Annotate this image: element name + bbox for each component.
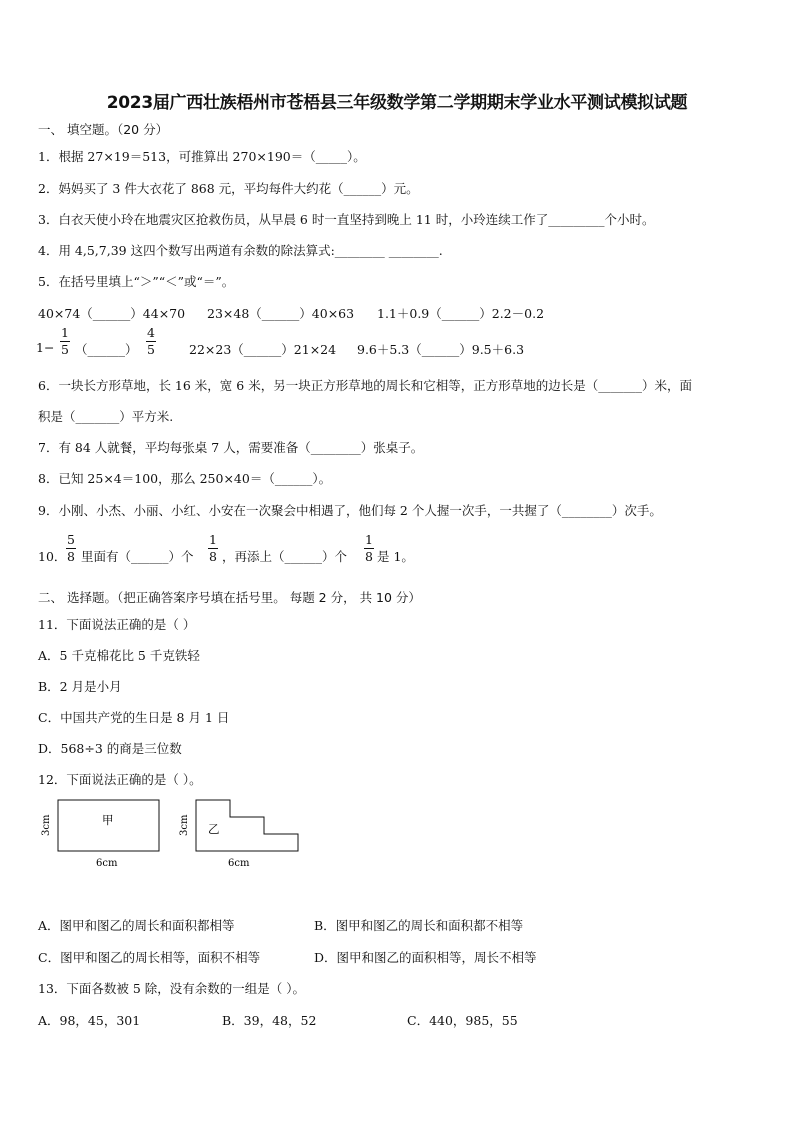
- fraction-one-eighth: [364, 533, 374, 564]
- question-4: 4．用 4,5,7,39 这四个数写出两道有余数的除法算式:________ ________.: [38, 243, 443, 258]
- question-5-item-6: 9.6＋5.3（______）9.5＋6.3: [357, 342, 525, 357]
- question-5-item-5: 22×23（______）21×24: [189, 342, 337, 357]
- question-10-number: 10．: [38, 549, 67, 564]
- section-heading-fill-in: 一、 填空题。（20 分）: [38, 122, 169, 137]
- page-title: 2023届广西壮族梧州市苍梧县三年级数学第二学期期末学业水平测试模拟试题: [106, 93, 688, 113]
- figure-yi-height-label: 3cm: [179, 814, 190, 836]
- figure-yi: [179, 800, 298, 869]
- question-9: 9．小刚、小杰、小丽、小红、小安在一次聚会中相遇了，他们每 2 个人握一次手，一共握了（________）次手。: [38, 503, 662, 518]
- fraction-four-fifths: [146, 326, 156, 357]
- question-6-line-1: 6．一块长方形草地，长 16 米，宽 6 米，另一块正方形草地的周长和它相等，正方形草地的边长是（_______）米，面: [38, 378, 692, 393]
- fraction-denominator: 8: [365, 549, 373, 564]
- question-5-item-2: 23×48（______）40×63: [207, 306, 355, 321]
- question-7: 7．有 84 人就餐，平均每张桌 7 人，需要准备（________）张桌子。: [38, 440, 424, 455]
- fraction-numerator: 1: [61, 325, 69, 340]
- fraction-denominator: 5: [147, 342, 155, 357]
- fraction-denominator: 5: [61, 342, 69, 357]
- question-11-option-c: C．中国共产党的生日是 8 月 1 日: [38, 710, 230, 725]
- fraction-numerator: 5: [67, 532, 75, 547]
- question-5-item-3: 1.1＋0.9（______）2.2－0.2: [377, 306, 545, 321]
- question-11-option-b: B．2 月是小月: [38, 679, 122, 694]
- question-12-option-d: D．图甲和图乙的面积相等，周长不相等: [314, 950, 537, 965]
- figure-yi-label: 乙: [208, 822, 220, 836]
- question-1: 1．根据 27×19＝513，可推算出 270×190＝（_____）。: [38, 149, 366, 164]
- question-10-text-3: 是 1。: [377, 549, 414, 564]
- fraction-one-fifth: [60, 326, 70, 357]
- question-12-stem: 12．下面说法正确的是（ ）。: [38, 772, 202, 787]
- figure-jia-height-label: 3cm: [41, 814, 52, 836]
- fraction-denominator: 8: [67, 549, 75, 564]
- question-10-text-1: 里面有（______）个: [81, 549, 194, 564]
- question-3: 3．白衣天使小玲在地震灾区抢救伤员，从早晨 6 时一直坚持到晚上 11 时，小玲连续工作了_________个小时。: [38, 212, 655, 227]
- question-12-figures: [36, 796, 316, 876]
- fraction-numerator: 4: [147, 325, 155, 340]
- figure-jia-label: 甲: [102, 813, 114, 827]
- question-13-option-b: B．39，48，52: [222, 1013, 317, 1028]
- question-10-text-2: ，再添上（______）个: [222, 549, 348, 564]
- fraction-five-eighths: [66, 533, 76, 564]
- question-5-item-1: 40×74（______）44×70: [38, 306, 186, 321]
- question-11-option-d: D．568÷3 的商是三位数: [38, 741, 182, 756]
- question-11-option-a: A．5 千克棉花比 5 千克铁轻: [38, 648, 200, 663]
- figure-yi-width-label: 6cm: [228, 858, 250, 869]
- question-12-option-b: B．图甲和图乙的周长和面积都不相等: [314, 918, 524, 933]
- question-5-item-4-blank: （______）: [75, 342, 138, 357]
- fraction-numerator: 1: [365, 532, 373, 547]
- question-11-stem: 11．下面说法正确的是（ ）: [38, 617, 196, 632]
- fraction-one-eighth: [208, 533, 218, 564]
- question-8: 8．已知 25×4＝100，那么 250×40＝（______）。: [38, 471, 332, 486]
- question-13-option-a: A．98，45，301: [38, 1013, 141, 1028]
- question-6-line-2: 积是（_______）平方米.: [38, 409, 174, 424]
- question-5-item-4-prefix: 1−: [36, 340, 55, 355]
- fraction-numerator: 1: [209, 532, 217, 547]
- question-12-option-c: C．图甲和图乙的周长相等，面积不相等: [38, 950, 261, 965]
- section-heading-multiple-choice: 二、 选择题。（把正确答案序号填在括号里。 每题 2 分， 共 10 分）: [38, 590, 421, 605]
- question-13-option-c: C．440，985，55: [407, 1013, 518, 1028]
- question-13-stem: 13．下面各数被 5 除，没有余数的一组是（ ）。: [38, 981, 306, 996]
- question-12-option-a: A．图甲和图乙的周长和面积都相等: [38, 918, 235, 933]
- fraction-denominator: 8: [209, 549, 217, 564]
- question-5-stem: 5．在括号里填上“＞”“＜”或“＝”。: [38, 274, 235, 289]
- figure-jia-width-label: 6cm: [96, 858, 118, 869]
- question-2: 2．妈妈买了 3 件大衣花了 868 元，平均每件大约花（______）元。: [38, 181, 419, 196]
- figure-jia: [41, 800, 159, 869]
